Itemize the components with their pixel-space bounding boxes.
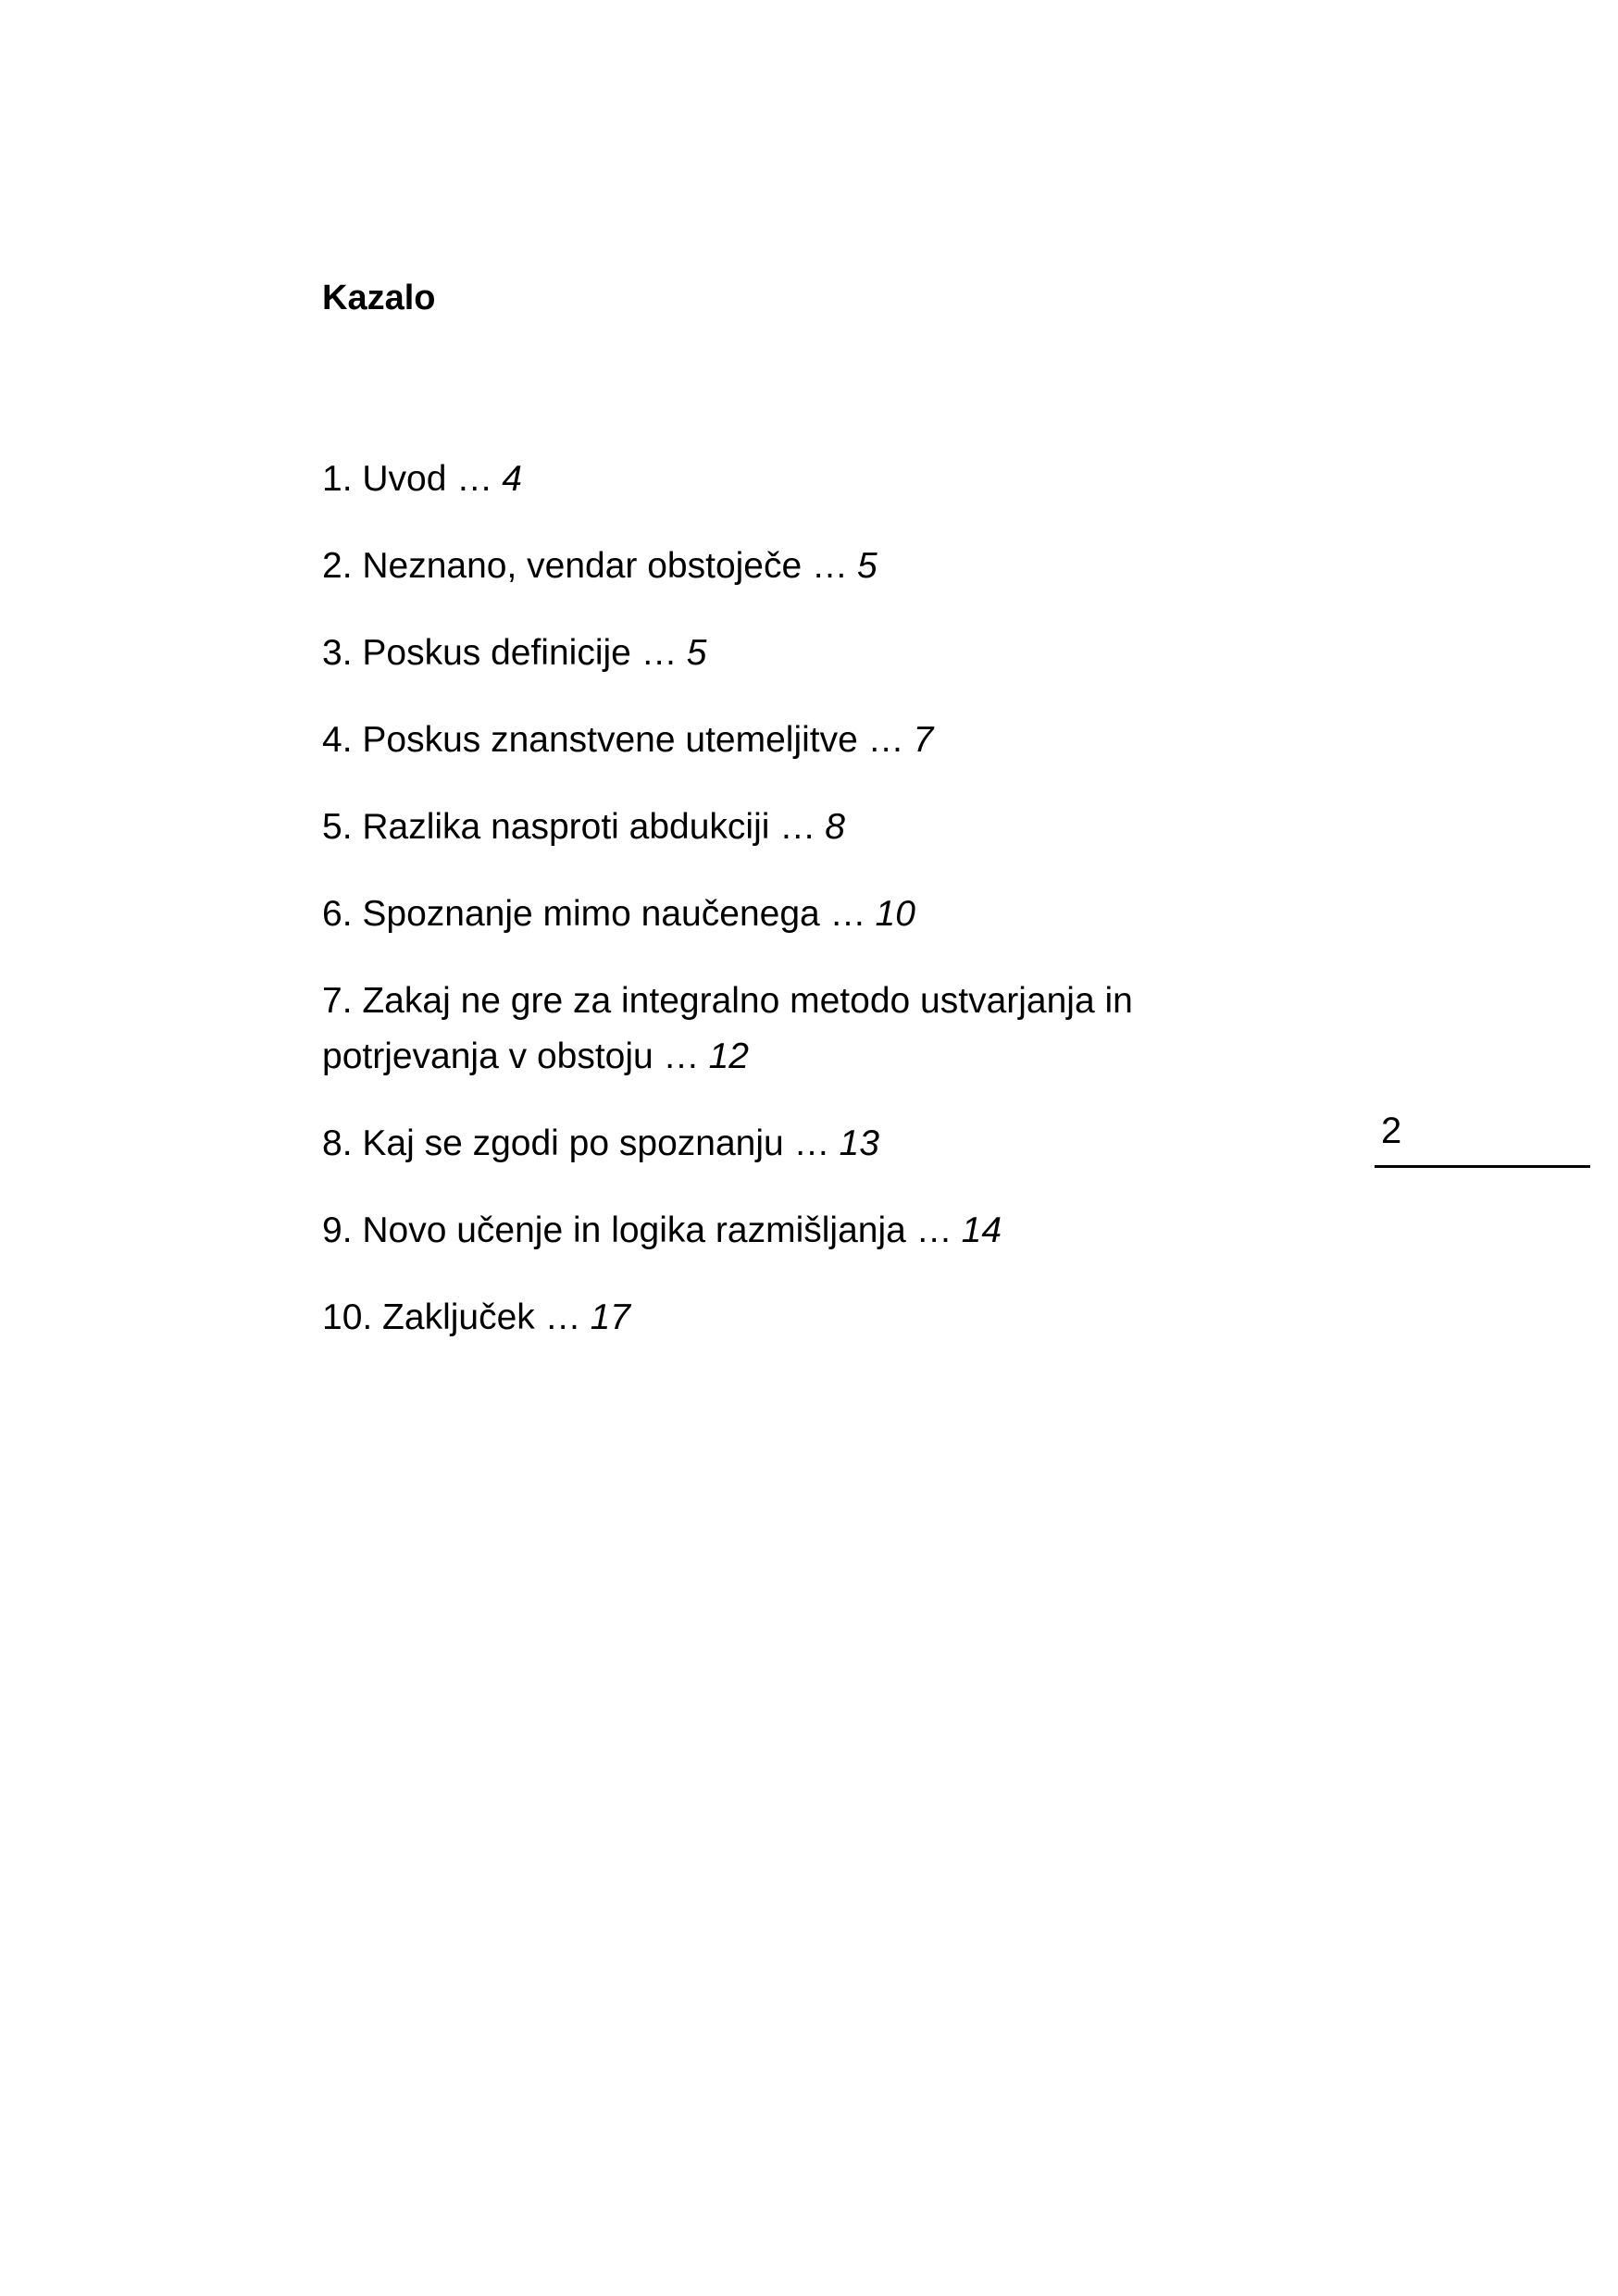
toc-entry-label: 8. Kaj se zgodi po spoznanju … [322, 1123, 830, 1163]
toc-entry-label: 6. Spoznanje mimo naučenega … [322, 894, 866, 934]
toc-entry-label: 10. Zaključek … [322, 1297, 581, 1337]
toc-list [322, 452, 1248, 1377]
toc-entry-label: 4. Poskus znanstvene utemeljitve … [322, 720, 904, 760]
toc-entry-page: 17 [590, 1297, 630, 1337]
toc-entry-8 [322, 1116, 1248, 1172]
toc-entry-page: 13 [839, 1123, 879, 1163]
toc-entry-4 [322, 713, 1248, 768]
toc-entry-1 [322, 452, 1248, 507]
toc-entry-page: 4 [502, 459, 522, 499]
toc-entry-label: 3. Poskus definicije … [322, 633, 678, 673]
toc-entry-3 [322, 626, 1248, 681]
page-number-rule [1375, 1165, 1590, 1168]
toc-entry-5 [322, 800, 1248, 855]
toc-title: Kazalo [322, 279, 436, 317]
toc-entry-page: 8 [825, 807, 845, 847]
toc-entry-page: 14 [961, 1210, 1002, 1250]
toc-entry-7 [322, 974, 1248, 1085]
toc-entry-6 [322, 887, 1248, 942]
toc-entry-label: 5. Razlika nasproti abdukciji … [322, 807, 816, 847]
toc-entry-page: 12 [708, 1036, 749, 1076]
toc-entry-label: 9. Novo učenje in logika razmišljanja … [322, 1210, 952, 1250]
page-number: 2 [1381, 1111, 1402, 1151]
toc-entry-page: 10 [875, 894, 915, 934]
toc-entry-9 [322, 1203, 1248, 1259]
toc-entry-label: 2. Neznano, vendar obstoječe … [322, 546, 849, 586]
toc-entry-page: 5 [857, 546, 877, 586]
toc-entry-label: 7. Zakaj ne gre za integralno metodo ustvarjanja in potrjevanja v obstoju … [322, 981, 1133, 1076]
toc-entry-2 [322, 539, 1248, 594]
toc-entry-page: 5 [686, 633, 707, 673]
toc-entry-label: 1. Uvod … [322, 459, 493, 499]
toc-entry-10 [322, 1290, 1248, 1346]
toc-entry-page: 7 [913, 720, 934, 760]
